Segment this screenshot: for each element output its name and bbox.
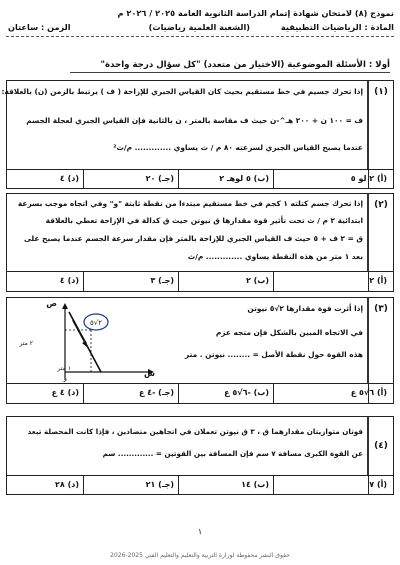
exam-model-line: نموذج (٨) لامتحان شهادة إتمام الدراسة الثانوية العامة ٢٠٢٥ / ٢٠٢٦ م [117, 8, 394, 18]
question-line: ف = ١٠٠ ن + ٢٠٠ هـ^-ن حيث ف مقاسة بالمتر ، ن بالثانية فإن القياس الجبري لعجلة الجسم [26, 116, 363, 125]
question-line: عن القوة الكبرى مسافة ٧ سم فإن المسافة بين القوتين = ............. سم [102, 449, 363, 458]
copyright-footer: حقوق النشر محفوظة لوزارة التربية والتعليم والتعليم الفني 2025-2026 [110, 552, 290, 559]
question-line: ق = ٢ ف + ٥ حيث ف القياس الجبري للإزاحة بالمتر فإن مقدار سرعة الجسم عندما يصبح على [23, 234, 363, 243]
question-divider [367, 298, 369, 383]
section-title: أولا : الأسئلة الموضوعية (الاختيار من متعدد) "كل سؤال درجة واحدة" [100, 60, 390, 70]
header-divider [6, 36, 394, 37]
question-line: إذا تحرك جسم كتلته ١ كجم في خط مستقيم مبتدءا من نقطة ثابتة "و" وفي اتجاه موجب بسرعة [17, 199, 363, 208]
question-2 [6, 193, 394, 292]
choices-row [7, 169, 393, 189]
time-label: الزمن : ساعتان [8, 22, 71, 32]
choice-a[interactable]: (أ) ٧ [369, 480, 387, 489]
origin-label: و [63, 374, 67, 382]
choices-row [7, 383, 393, 403]
choice-b[interactable]: (ب) ٥ لوهـ ٢ [219, 174, 269, 183]
question-divider [367, 417, 369, 475]
question-line: في الاتجاه المبين بالشكل فإن متجه عزم [215, 328, 363, 337]
section-underline [70, 72, 390, 73]
choice-b[interactable]: (ب) ٢ [245, 276, 269, 285]
question-4 [6, 416, 394, 495]
force-diagram [13, 300, 163, 382]
question-line: هذه القوة حول نقطة الأصل = ........ نيوتن . متر [185, 350, 363, 359]
choice-d[interactable]: (د) ٢٨ [55, 480, 79, 489]
question-line: ابتدائية ٢ م / ث تحت تأثير قوة مقدارها ق نيوتن حيث ق كدالة في الإزاحة تعطي بالعلاقة [45, 216, 363, 225]
question-number: (٤) [374, 441, 388, 451]
y-axis-arrow [62, 303, 68, 309]
choices-row [7, 271, 393, 291]
question-line: بعد ١ متر من هذه النقطة يساوي ............. م/ث [187, 252, 363, 261]
choice-d[interactable]: (د) ٤ ع [51, 388, 79, 397]
choice-c[interactable]: (جـ) -٤ ع [138, 388, 174, 397]
force-magnitude-label: ٢√٥ [90, 319, 102, 327]
choice-c[interactable]: (جـ) ٢٠ [145, 174, 174, 183]
question-number: (١) [374, 87, 388, 97]
page-number: ١ [197, 527, 203, 536]
choice-d[interactable]: (د) ٤ [59, 174, 79, 183]
question-divider [367, 194, 369, 271]
question-line: عندما يصبح القياس الجبري لسرعته ٨٠ م / ث يساوي ............. م/ث² [113, 143, 363, 152]
horizontal-distance-label: ١ متر [57, 365, 71, 372]
question-line: قوتان متوازيتان مقدارهما ق ، ٣ ق نيوتن تعملان في اتجاهين متضادين ، فإذا كانت المحصلة تبعد [27, 427, 363, 436]
choice-c[interactable]: (جـ) ٢١ [145, 480, 174, 489]
subject-label: المادة : الرياضيات التطبيقية [280, 22, 394, 32]
choices-row [7, 475, 393, 495]
question-divider [367, 81, 369, 169]
choice-b[interactable]: (ب) -٦√٥ ع [224, 388, 269, 397]
choice-a[interactable]: (أ) ٦√٥ ع [350, 388, 387, 397]
branch-label: (الشعبة العلمية رياضيات) [148, 22, 250, 32]
question-line: إذا أثرت قوة مقدارها ٢√٥ نيوتن [247, 304, 363, 313]
vertical-distance-label: ٢ متر [19, 340, 33, 347]
choice-d[interactable]: (د) ٤ [59, 276, 79, 285]
choice-a[interactable]: (أ) ٢ لو ٥ [350, 174, 387, 183]
choice-a[interactable]: (أ) ٢ [369, 276, 387, 285]
question-number: (٣) [374, 304, 388, 314]
y-axis-label: ص [46, 300, 57, 308]
question-1 [1, 80, 394, 189]
question-line: إذا تحرك جسيم في خط مستقيم بحيث كان القياس الجبري للإزاحة ( ف ) يرتبط بالزمن (ن) بالعلاقة: [1, 87, 363, 96]
question-3 [6, 297, 394, 404]
question-number: (٢) [374, 200, 388, 210]
choice-b[interactable]: (ب) ١٤ [241, 480, 269, 489]
x-axis-label: س [143, 369, 155, 378]
choice-c[interactable]: (جـ) ٣ [150, 276, 174, 285]
